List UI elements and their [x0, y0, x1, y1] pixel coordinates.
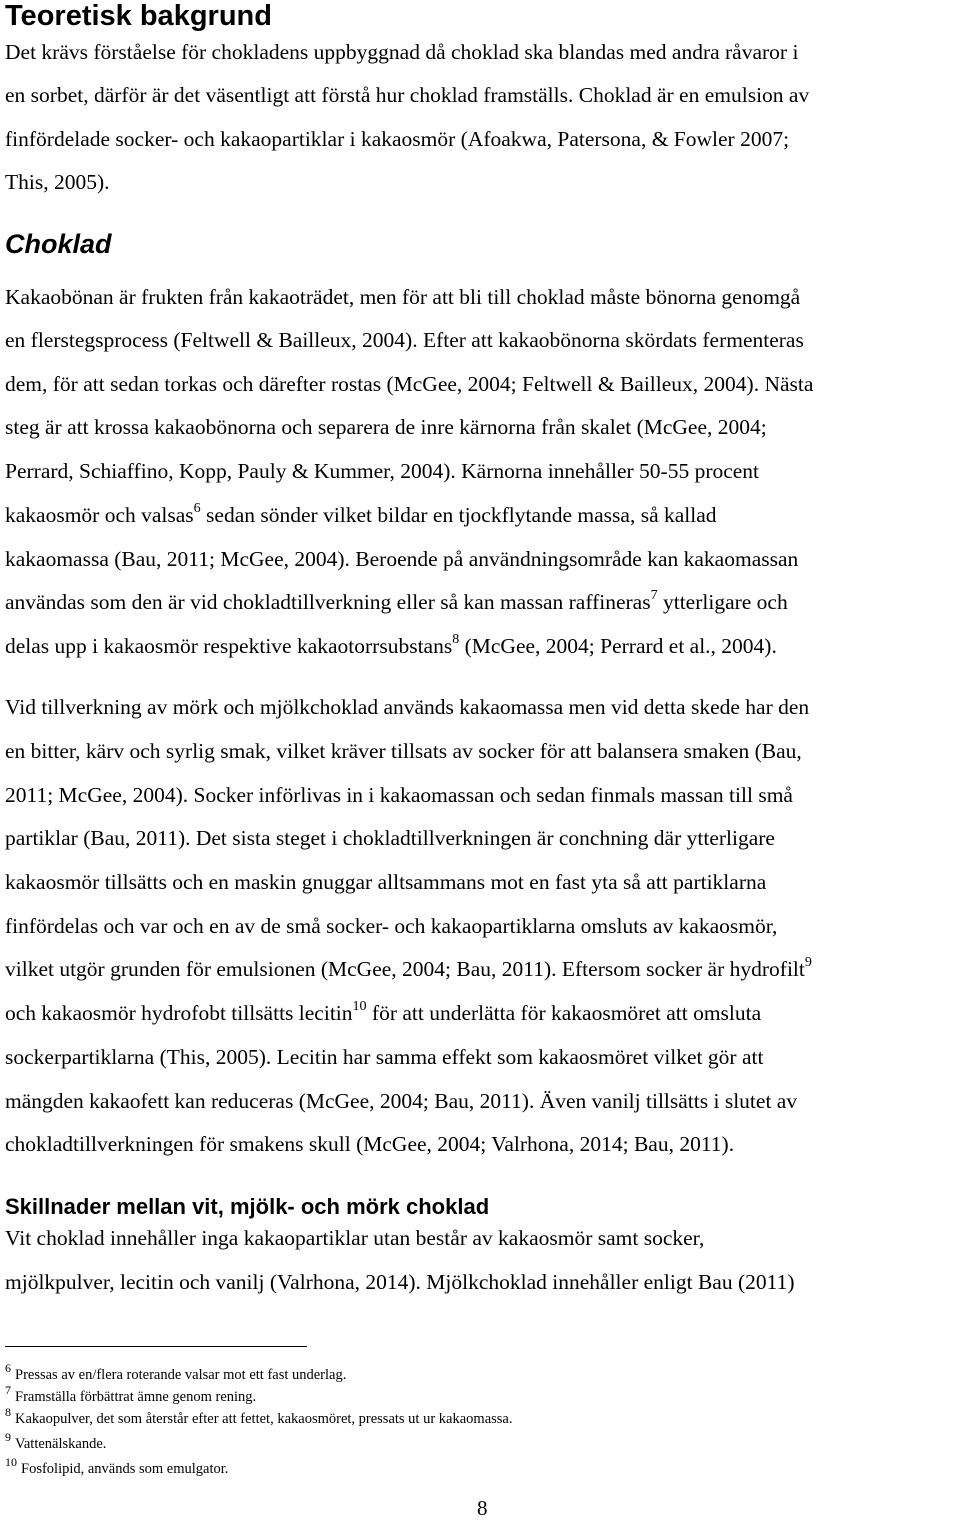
- footnote-text: Vattenälskande.: [15, 1436, 107, 1452]
- footnote-ref-10: 10: [352, 998, 367, 1014]
- choklad-p2-line-3: 2011; McGee, 2004). Socker införlivas in i kakaomassan och sedan finmals massan till små: [5, 783, 793, 807]
- choklad-p1-line-6: [5, 501, 717, 529]
- choklad-p1-line-8: [5, 588, 788, 616]
- footnote-number: 7: [5, 1383, 11, 1398]
- skillnader-line-2: mjölkpulver, lecitin och vanilj (Valrhona, 2014). Mjölkchoklad innehåller enligt Bau (2011): [5, 1270, 795, 1294]
- choklad-p1-line-2: en flerstegsprocess (Feltwell & Bailleux, 2004). Efter att kakaobönorna skördats fermenteras: [5, 328, 804, 352]
- footnote-number: 6: [5, 1361, 11, 1376]
- intro-line-2: en sorbet, därför är det väsentligt att förstå hur choklad framställs. Choklad är en emulsion av: [5, 83, 810, 107]
- footnote-ref-6: 6: [193, 500, 201, 516]
- footnote-6: [5, 1361, 347, 1384]
- choklad-p1-line-5: Perrard, Schiaffino, Kopp, Pauly & Kummer, 2004). Kärnorna innehåller 50-55 procent: [5, 459, 760, 483]
- intro-line-4: This, 2005).: [5, 170, 110, 194]
- text-span: användas som den är vid chokladtillverkning eller så kan massan raffineras: [5, 590, 651, 614]
- footnote-number: 8: [5, 1405, 11, 1420]
- choklad-p2-line-10: mängden kakaofett kan reduceras (McGee, 2004; Bau, 2011). Även vanilj tillsätts i slutet av: [5, 1089, 798, 1113]
- footnote-text: Kakaopulver, det som återstår efter att fettet, kakaosmöret, pressats ut ur kakaomassa.: [15, 1411, 513, 1427]
- footnote-number: 9: [5, 1430, 11, 1445]
- footnote-7: [5, 1383, 257, 1406]
- heading-choklad: Choklad: [5, 229, 112, 259]
- footnote-9: [5, 1430, 107, 1453]
- choklad-p1-line-3: dem, för att sedan torkas och därefter rostas (McGee, 2004; Feltwell & Bailleux, 2004). Nästa: [5, 372, 814, 396]
- text-span: delas upp i kakaosmör respektive kakaotorrsubstans: [5, 634, 453, 658]
- choklad-p1-line-7: kakaomassa (Bau, 2011; McGee, 2004). Beroende på användningsområde kan kakaomassan: [5, 547, 799, 571]
- choklad-p2-line-11: chokladtillverkningen för smakens skull (McGee, 2004; Valrhona, 2014; Bau, 2011).: [5, 1132, 735, 1156]
- footnote-ref-7: 7: [650, 587, 658, 603]
- choklad-p2-line-5: kakaosmör tillsätts och en maskin gnuggar alltsammans mot en fast yta så att partiklarna: [5, 870, 767, 894]
- text-span: vilket utgör grunden för emulsionen (McGee, 2004; Bau, 2011). Eftersom socker är hydrofilt: [5, 957, 805, 981]
- intro-line-3: finfördelade socker- och kakaopartiklar i kakaosmör (Afoakwa, Patersona, & Fowler 2007;: [5, 127, 790, 151]
- footnote-separator: [5, 1346, 307, 1347]
- footnote-number: 10: [5, 1455, 17, 1470]
- skillnader-line-1: Vit choklad innehåller inga kakaopartiklar utan består av kakaosmör samt socker,: [5, 1226, 705, 1250]
- choklad-p2-line-4: partiklar (Bau, 2011). Det sista steget i chokladtillverkningen är conchning där ytterligare: [5, 826, 775, 850]
- page-number: 8: [477, 1496, 488, 1520]
- text-span: och kakaosmör hydrofobt tillsätts lecitin: [5, 1001, 353, 1025]
- choklad-p2-line-7: [5, 955, 812, 983]
- choklad-p1-line-1: Kakaobönan är frukten från kakaoträdet, men för att bli till choklad måste bönorna genomgå: [5, 285, 801, 309]
- choklad-p2-line-2: en bitter, kärv och syrlig smak, vilket kräver tillsats av socker för att balansera smaken (Bau,: [5, 739, 802, 763]
- footnote-text: Framställa förbättrat ämne genom rening.: [15, 1389, 257, 1405]
- choklad-p1-line-9: [5, 632, 777, 660]
- choklad-p2-line-8: [5, 999, 761, 1027]
- choklad-p2-line-6: finfördelas och var och en av de små socker- och kakaopartiklarna omsluts av kakaosmör,: [5, 914, 778, 938]
- intro-line-1: Det krävs förståelse för chokladens uppbyggnad då choklad ska blandas med andra råvaror i: [5, 40, 799, 64]
- footnote-8: [5, 1405, 513, 1428]
- text-span: sedan sönder vilket bildar en tjockflytande massa, så kallad: [200, 503, 717, 527]
- footnote-ref-9: 9: [804, 954, 812, 970]
- heading-skillnader: Skillnader mellan vit, mjölk- och mörk choklad: [5, 1194, 490, 1219]
- footnote-text: Pressas av en/flera roterande valsar mot ett fast underlag.: [15, 1367, 347, 1383]
- choklad-p1-line-4: steg är att krossa kakaobönorna och separera de inre kärnorna från skalet (McGee, 2004;: [5, 415, 767, 439]
- text-span: för att underlätta för kakaosmöret att omsluta: [366, 1001, 762, 1025]
- footnote-10: [5, 1455, 229, 1478]
- text-span: kakaosmör och valsas: [5, 503, 194, 527]
- choklad-p2-line-9: sockerpartiklarna (This, 2005). Lecitin har samma effekt som kakaosmöret vilket gör att: [5, 1045, 764, 1069]
- footnote-text: Fosfolipid, används som emulgator.: [21, 1461, 229, 1477]
- text-span: ytterligare och: [657, 590, 788, 614]
- text-span: (McGee, 2004; Perrard et al., 2004).: [459, 634, 777, 658]
- choklad-p2-line-1: Vid tillverkning av mörk och mjölkchoklad används kakaomassa men vid detta skede har den: [5, 695, 810, 719]
- footnote-ref-8: 8: [452, 631, 460, 647]
- heading-teoretisk-bakgrund: Teoretisk bakgrund: [5, 0, 272, 32]
